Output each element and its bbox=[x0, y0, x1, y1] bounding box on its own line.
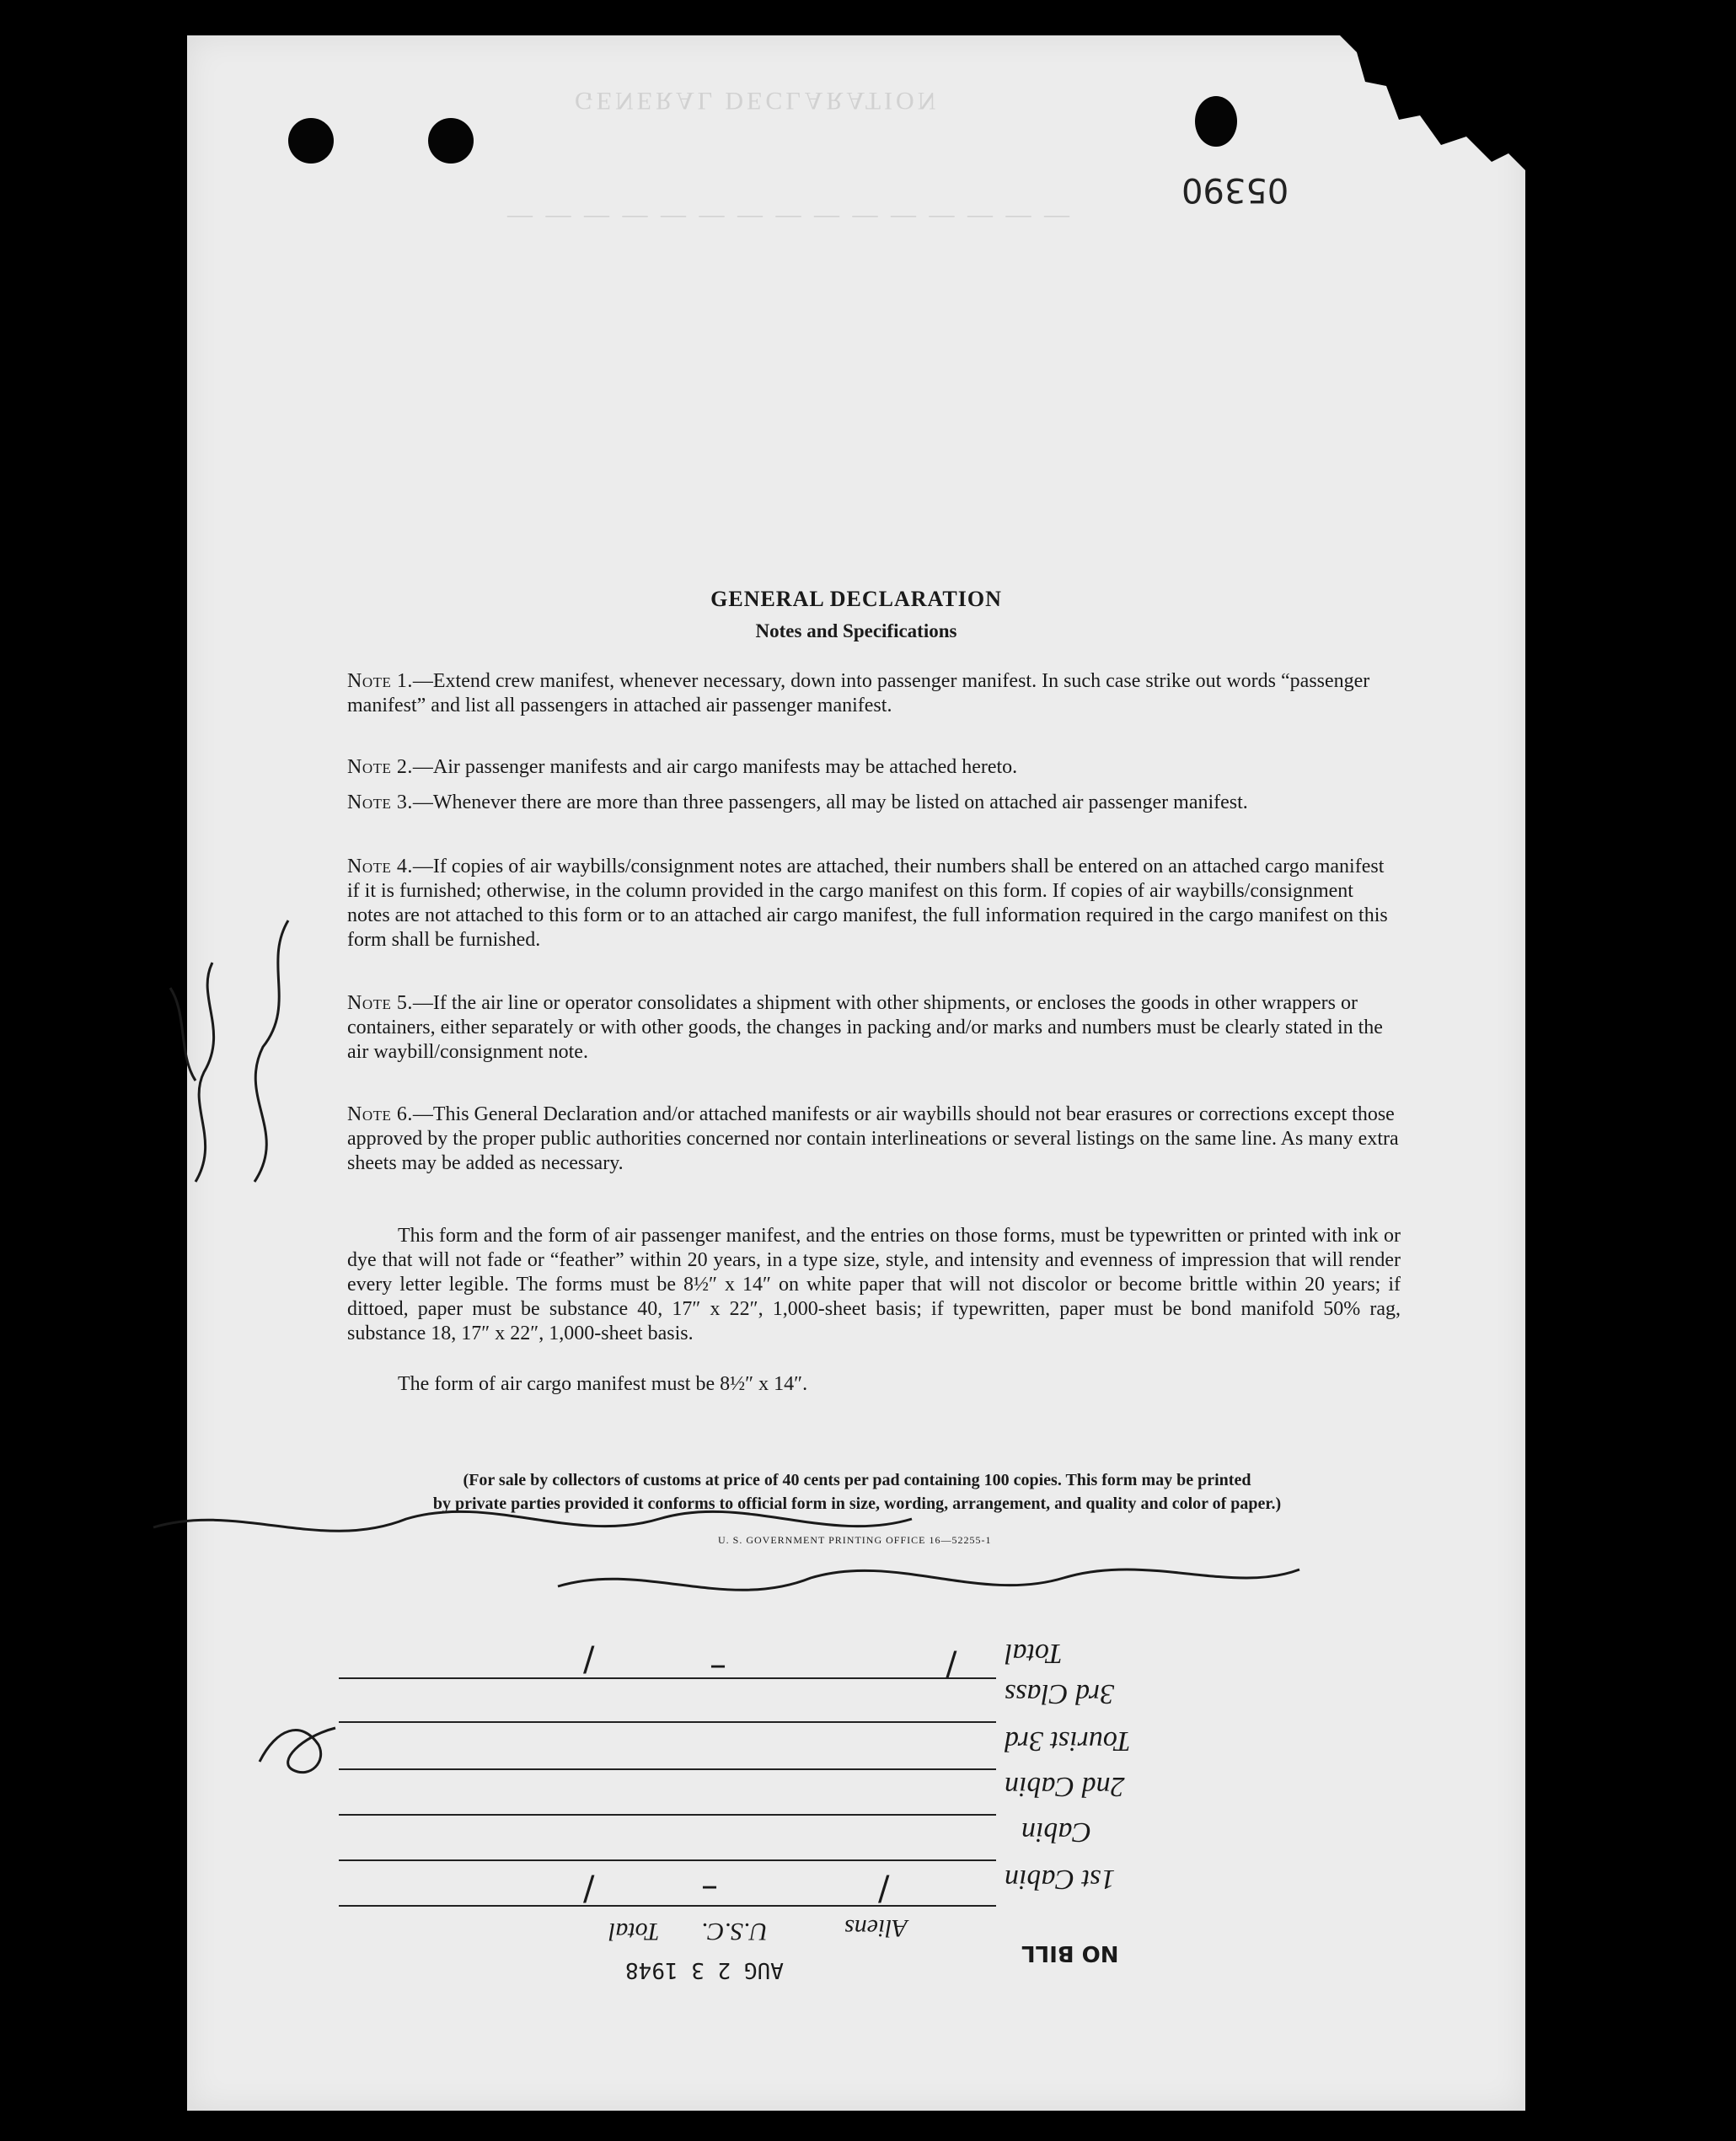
stamp-no-bill: NO BILL bbox=[1021, 1940, 1119, 1966]
tally-mark-4: / bbox=[583, 1870, 595, 1908]
note-1-label: Note 1. bbox=[347, 670, 413, 692]
handwritten-margin-notes bbox=[162, 912, 330, 1199]
note-4 bbox=[347, 855, 1401, 952]
note-4-label: Note 4. bbox=[347, 856, 413, 877]
note-2-text: —Air passenger manifests and air cargo manifests may be attached hereto. bbox=[412, 756, 1018, 778]
tally-col-total: Total bbox=[608, 1918, 660, 1945]
gpo-imprint: U. S. GOVERNMENT PRINTING OFFICE 16—52255-1 bbox=[718, 1534, 992, 1546]
note-5 bbox=[347, 991, 1401, 1065]
note-5-text: —If the air line or operator consolidates a shipment with other shipments, or encloses the goods in other wrappers or containers, either separately or with other goods, the changes in packing and/or marks and numbers must be clearly stated in the air waybill/consignment note. bbox=[347, 992, 1383, 1063]
tally-mark-3: / bbox=[946, 1645, 957, 1684]
torn-corner bbox=[1340, 35, 1525, 170]
handwritten-inverted-annotation bbox=[137, 1494, 1316, 1620]
note-6 bbox=[347, 1103, 1401, 1176]
sale-note-line-1: (For sale by collectors of customs at price of 40 cents per pad containing 100 copies. This form may be printed bbox=[463, 1471, 1251, 1489]
tally-line-3 bbox=[339, 1768, 996, 1770]
note-1 bbox=[347, 669, 1401, 718]
note-5-label: Note 5. bbox=[347, 992, 413, 1014]
punch-hole-right bbox=[428, 118, 474, 164]
punch-hole-top-right bbox=[1195, 96, 1237, 147]
tally-line-2 bbox=[339, 1721, 996, 1723]
tally-line-5 bbox=[339, 1859, 996, 1861]
note-3 bbox=[347, 791, 1401, 815]
note-3-text: —Whenever there are more than three passengers, all may be listed on attached air passenger manifest. bbox=[412, 791, 1248, 813]
tally-label-total: Total bbox=[1005, 1638, 1063, 1669]
note-1-text: —Extend crew manifest, whenever necessary, down into passenger manifest. In such case strike out words “passenger manifest” and list all passengers in attached air passenger manifest. bbox=[347, 670, 1370, 716]
note-2-label: Note 2. bbox=[347, 756, 413, 778]
tally-label-cabin: Cabin bbox=[1021, 1816, 1092, 1848]
tally-line-4 bbox=[339, 1814, 996, 1816]
tally-mark-5: – bbox=[701, 1866, 718, 1905]
form-title: GENERAL DECLARATION bbox=[710, 587, 1002, 611]
tally-label-1st-cabin: 1st Cabin bbox=[1005, 1864, 1116, 1895]
note-2 bbox=[347, 755, 1401, 780]
note-6-label: Note 6. bbox=[347, 1103, 413, 1125]
bleed-through-text: GENERAL DECLARATION bbox=[575, 87, 940, 115]
tally-mark-1: / bbox=[583, 1640, 595, 1679]
specification-paragraph: This form and the form of air passenger manifest, and the entries on those forms, must be typewritten or printed with ink or dye that will not fade or “feather” within 20 years, in a type size, style, and intensity and evenness of impression that will render every letter legible. The forms must be 8½″ x 14″ on white paper that will not discolor or become brittle within 20 years; if dittoed, paper must be substance 40, 17″ x 22″, 1,000-sheet basis; if typewritten, paper must be bond manifold 50% rag, substance 18, 17″ x 22″, 1,000-sheet basis. bbox=[347, 1225, 1401, 1344]
tally-label-tourist-3rd: Tourist 3rd bbox=[1005, 1725, 1131, 1757]
note-3-label: Note 3. bbox=[347, 791, 413, 813]
document-sheet bbox=[187, 35, 1525, 2111]
punch-hole-left bbox=[288, 118, 334, 164]
header-stamp-number: 05390 bbox=[1181, 170, 1289, 209]
note-6-text: —This General Declaration and/or attached manifests or air waybills should not bear erasures or corrections except those approved by the proper public authorities concerned nor contain interlineations or several listings on the same line. As many extra sheets may be added as necessary. bbox=[347, 1103, 1399, 1174]
tally-mark-2: – bbox=[710, 1645, 726, 1684]
cargo-size-line: The form of air cargo manifest must be 8½″ x 14″. bbox=[398, 1373, 808, 1395]
tally-col-usc: U.S.C. bbox=[701, 1918, 769, 1945]
tally-mark-6: / bbox=[878, 1870, 890, 1908]
form-subtitle: Notes and Specifications bbox=[755, 620, 957, 641]
tally-label-2nd-cabin: 2nd Cabin bbox=[1005, 1771, 1125, 1802]
handwritten-initials bbox=[251, 1694, 352, 1795]
stamp-date: AUG 2 3 1948 bbox=[625, 1957, 784, 1983]
tally-line-6 bbox=[339, 1905, 996, 1907]
note-4-text: —If copies of air waybills/consignment notes are attached, their numbers shall be entered on an attached cargo manifest if it is furnished; otherwise, in the column provided in the cargo manifest on this form. If copies of air waybills/consignment notes are not attached to this form or to an attached air cargo manifest, the full information required in the cargo manifest on this form shall be furnished. bbox=[347, 856, 1388, 951]
sale-note-line-2: by private parties provided it conforms to official form in size, wording, arrangement, and quality and color of paper.) bbox=[432, 1494, 1282, 1513]
tally-line-1 bbox=[339, 1677, 996, 1679]
bleed-through-text-2: — — — — — — — — — — — — — — — bbox=[507, 205, 1073, 233]
tally-col-aliens: Aliens bbox=[844, 1914, 908, 1942]
tally-label-3rd-class: 3rd Class bbox=[1005, 1678, 1115, 1709]
